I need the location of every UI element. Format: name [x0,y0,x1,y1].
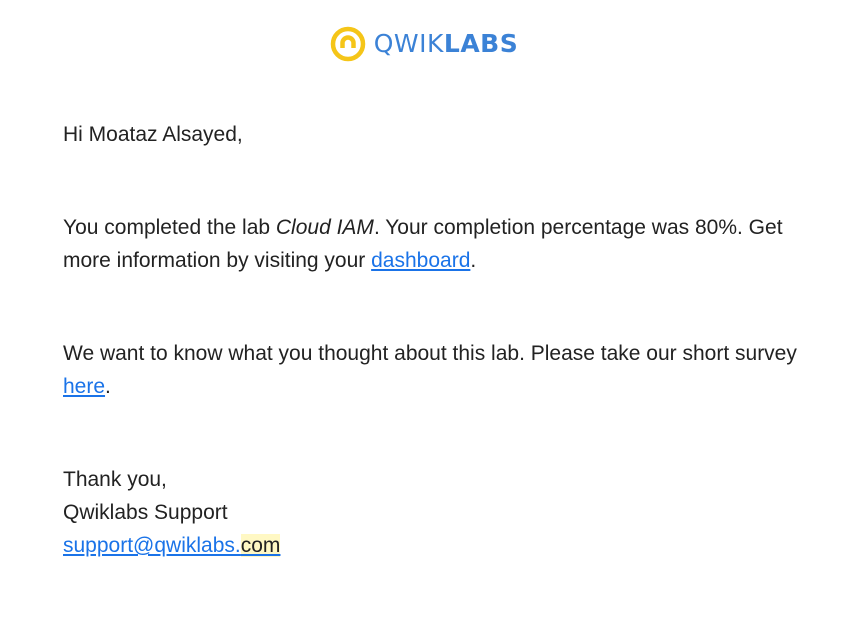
survey-message: We want to know what you thought about this lab. Please take our short survey here. [63,342,797,398]
support-email-link[interactable]: support@qwiklabs.com [63,534,281,557]
greeting: Hi Moataz Alsayed, [63,123,243,146]
lab-name: Cloud IAM [275,216,374,239]
thanks-text: Thank you, [63,468,167,491]
qwiklabs-wordmark: QWIKLABS [373,29,519,58]
signoff [63,463,823,562]
completion-message: You completed the lab Cloud IAM. Your completion percentage was 80%. Get more information by visiting your dashboard. [63,216,783,272]
qwiklabs-logo-icon [330,26,366,62]
qwiklabs-logo [0,26,848,62]
dashboard-link[interactable]: dashboard [371,249,471,272]
survey-link[interactable]: here [63,375,106,398]
email-body [63,118,823,562]
support-team-name: Qwiklabs Support [63,501,228,524]
